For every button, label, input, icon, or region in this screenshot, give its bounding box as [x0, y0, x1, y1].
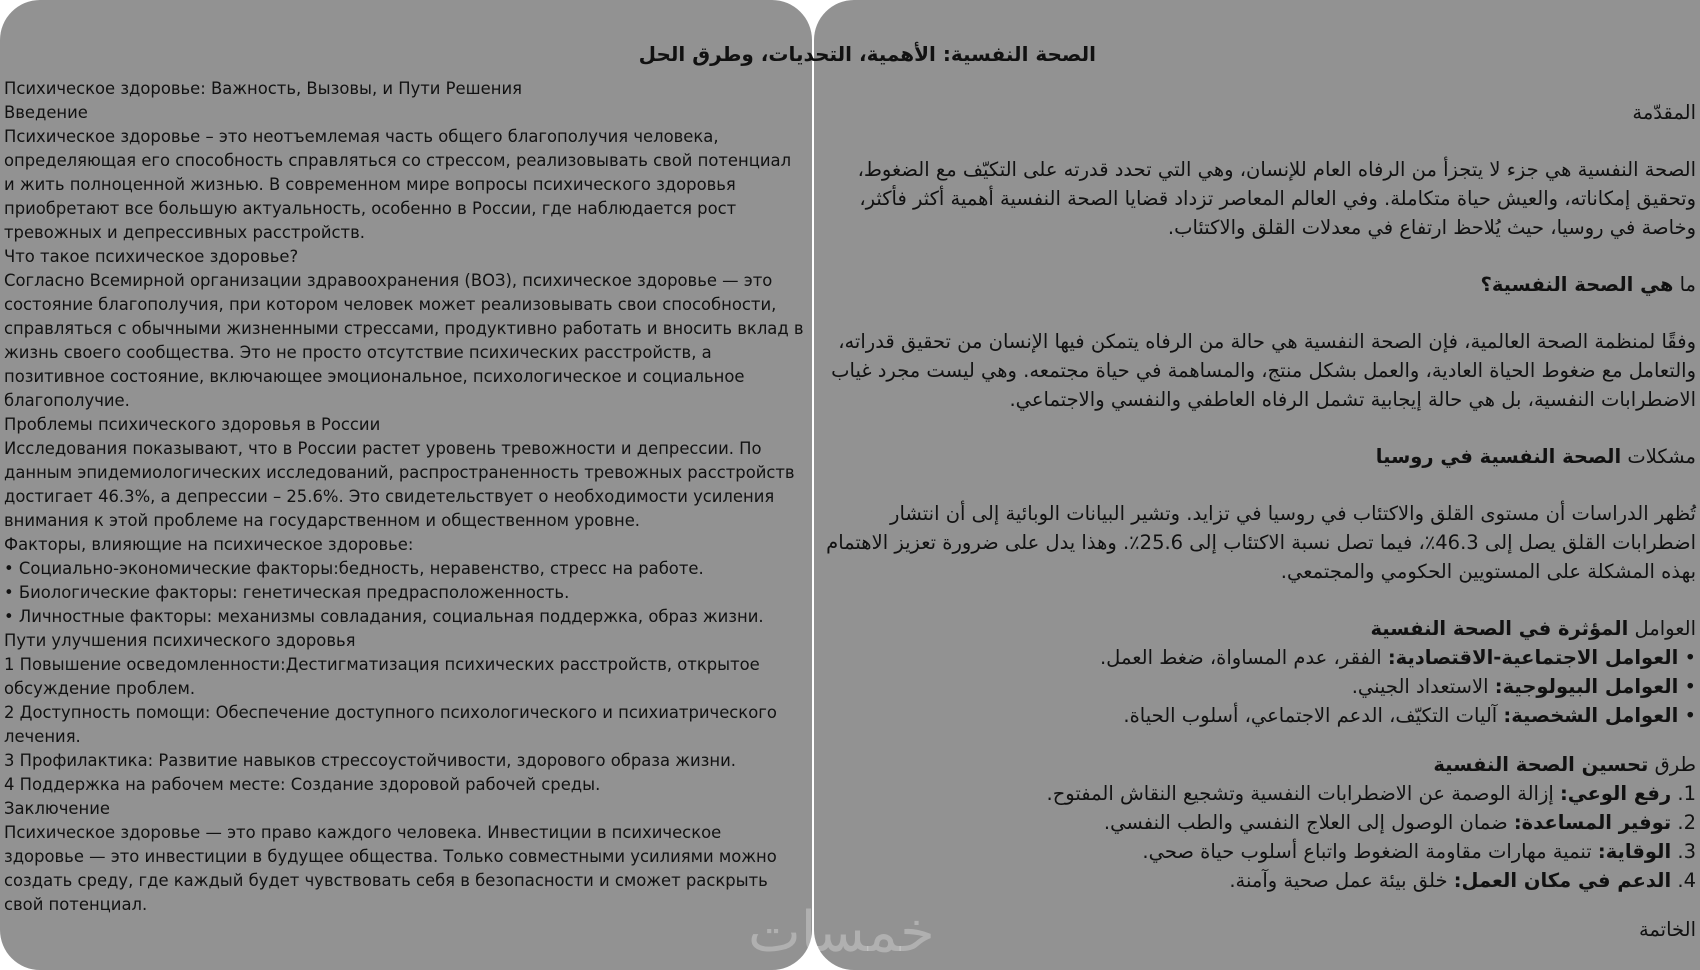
arabic-intro-text: الصحة النفسية هي جزء لا يتجزأ من الرفاه العام للإنسان، وهي التي تحدد قدرته على التكيّف مع الضغوط، وتحقيق إمكاناته، والعيش حياة متكاملة. وفي العالم المعاصر تزداد قضايا الصحة النفسية أهمية أكثر فأكثر، وخاصة في روسيا، حيث يُلاحظ ارتفاع في معدلات القلق والاكتئاب. — [857, 158, 1696, 239]
russian-factor-item: • Личностные факторы: механизмы совладания, социальная поддержка, образ жизни. — [4, 607, 764, 626]
russian-intro-heading: Введение — [4, 103, 88, 122]
arabic-factors-heading: العوامل المؤثرة في الصحة النفسية — [1370, 617, 1696, 640]
arabic-way-item: 4. الدعم في مكان العمل: خلق بيئة عمل صحية وآمنة. — [1229, 869, 1696, 892]
arabic-ways-heading: طرق تحسين الصحة النفسية — [1433, 753, 1696, 776]
russian-way-item: 3 Профилактика: Развитие навыков стрессоустойчивости, здорового образа жизни. — [4, 751, 736, 770]
arabic-factor-item: • العوامل الاجتماعية-الاقتصادية: الفقر، عدم المساواة، ضغط العمل. — [1099, 646, 1696, 669]
arabic-way-item: 3. الوقاية: تنمية مهارات مقاومة الضغوط واتباع أسلوب حياة صحي. — [1142, 840, 1696, 863]
khamsat-watermark: خمسات — [748, 900, 935, 965]
arabic-way-item: 1. رفع الوعي: إزالة الوصمة عن الاضطرابات النفسية وتشجيع النقاش المفتوح. — [1046, 782, 1696, 805]
russian-what-text: Согласно Всемирной организации здравоохранения (ВОЗ), психическое здоровье — это состояние благополучия, при котором человек может реализовывать свои способности, справляться с обычными жизненными стрессами, продуктивно работать и вносить вклад в жизнь своего сообщества. Это не просто отсутствие психических расстройств, а позитивное состояние, включающее эмоциональное, психологическое и социальное благополучие. — [4, 271, 804, 410]
arabic-what-text: وفقًا لمنظمة الصحة العالمية، فإن الصحة النفسية هي حالة من الرفاه يتمكن فيها الإنسان من تحقيق قدراته، والتعامل مع ضغوط الحياة العادية، والعمل بشكل منتج، والمساهمة في حياة مجتمعه. وهي ليست مجرد غياب الاضطرابات النفسية، بل هي حالة إيجابية تشمل الرفاه العاطفي والنفسي والاجتماعي. — [831, 330, 1696, 411]
russian-factors-heading: Факторы, влияющие на психическое здоровье: — [4, 535, 414, 554]
russian-factor-item: • Биологические факторы: генетическая предрасположенность. — [4, 583, 570, 602]
russian-conclusion-text: Психическое здоровье — это право каждого человека. Инвестиции в психическое здоровье — это инвестиции в будущее общества. Только совместными усилиями можно создать среду, где каждый будет чувствовать себя в безопасности и сможет раскрыть свой потенциал. — [4, 823, 777, 914]
russian-title: Психическое здоровье: Важность, Вызовы, и Пути Решения — [4, 79, 522, 98]
arabic-conclusion-heading: الخاتمة — [1638, 918, 1696, 941]
arabic-problems-text: تُظهر الدراسات أن مستوى القلق والاكتئاب في روسيا في تزايد. وتشير البيانات الوبائية إلى أن انتشار اضطرابات القلق يصل إلى 46.3٪، فيما تصل نسبة الاكتئاب إلى 25.6٪. وهذا يدل على ضرورة تعزيز الاهتمام بهذه المشكلة على المستويين الحكومي والمجتمعي. — [826, 502, 1696, 583]
arabic-problems-heading: مشكلات الصحة النفسية في روسيا — [1375, 445, 1696, 468]
russian-ways-heading: Пути улучшения психического здоровья — [4, 631, 356, 650]
arabic-way-item: 2. توفير المساعدة: ضمان الوصول إلى العلاج النفسي والطب النفسي. — [1103, 811, 1696, 834]
russian-factor-item: • Социально-экономические факторы:бедность, неравенство, стресс на работе. — [4, 559, 704, 578]
russian-what-heading: Что такое психическое здоровье? — [4, 247, 299, 266]
arabic-intro-heading: المقدّمة — [1632, 101, 1696, 124]
russian-conclusion-heading: Заключение — [4, 799, 110, 818]
russian-problems-heading: Проблемы психического здоровья в России — [4, 415, 381, 434]
russian-way-item: 1 Повышение осведомленности:Дестигматизация психических расстройств, открытое обсуждение проблем. — [4, 655, 760, 698]
russian-way-item: 2 Доступность помощи: Обеспечение доступного психологического и психиатрического лечения. — [4, 703, 777, 746]
arabic-factor-item: • العوامل الشخصية: آليات التكيّف، الدعم الاجتماعي، أسلوب الحياة. — [1123, 704, 1696, 727]
arabic-factor-item: • العوامل البيولوجية: الاستعداد الجيني. — [1351, 675, 1696, 698]
arabic-title: الصحة النفسية: الأهمية، التحديات، وطرق الحل — [638, 42, 1096, 66]
russian-intro-text: Психическое здоровье – это неотъемлемая часть общего благополучия человека, определяющая его способность справляться со стрессом, реализовывать свой потенциал и жить полноценной жизнью. В современном мире вопросы психического здоровья приобретают все большую актуальность, особенно в России, где наблюдается рост тревожных и депрессивных расстройств. — [4, 127, 792, 242]
russian-problems-text: Исследования показывают, что в России растет уровень тревожности и депрессии. По данным эпидемиологических исследований, распространенность тревожных расстройств достигает 46.3%, а депрессии – 25.6%. Это свидетельствует о необходимости усиления внимания к этой проблеме на государственном и общественном уровне. — [4, 439, 795, 530]
russian-article — [4, 77, 804, 917]
arabic-what-heading: ما هي الصحة النفسية؟ — [1480, 273, 1696, 296]
russian-way-item: 4 Поддержка на рабочем месте: Создание здоровой рабочей среды. — [4, 775, 601, 794]
